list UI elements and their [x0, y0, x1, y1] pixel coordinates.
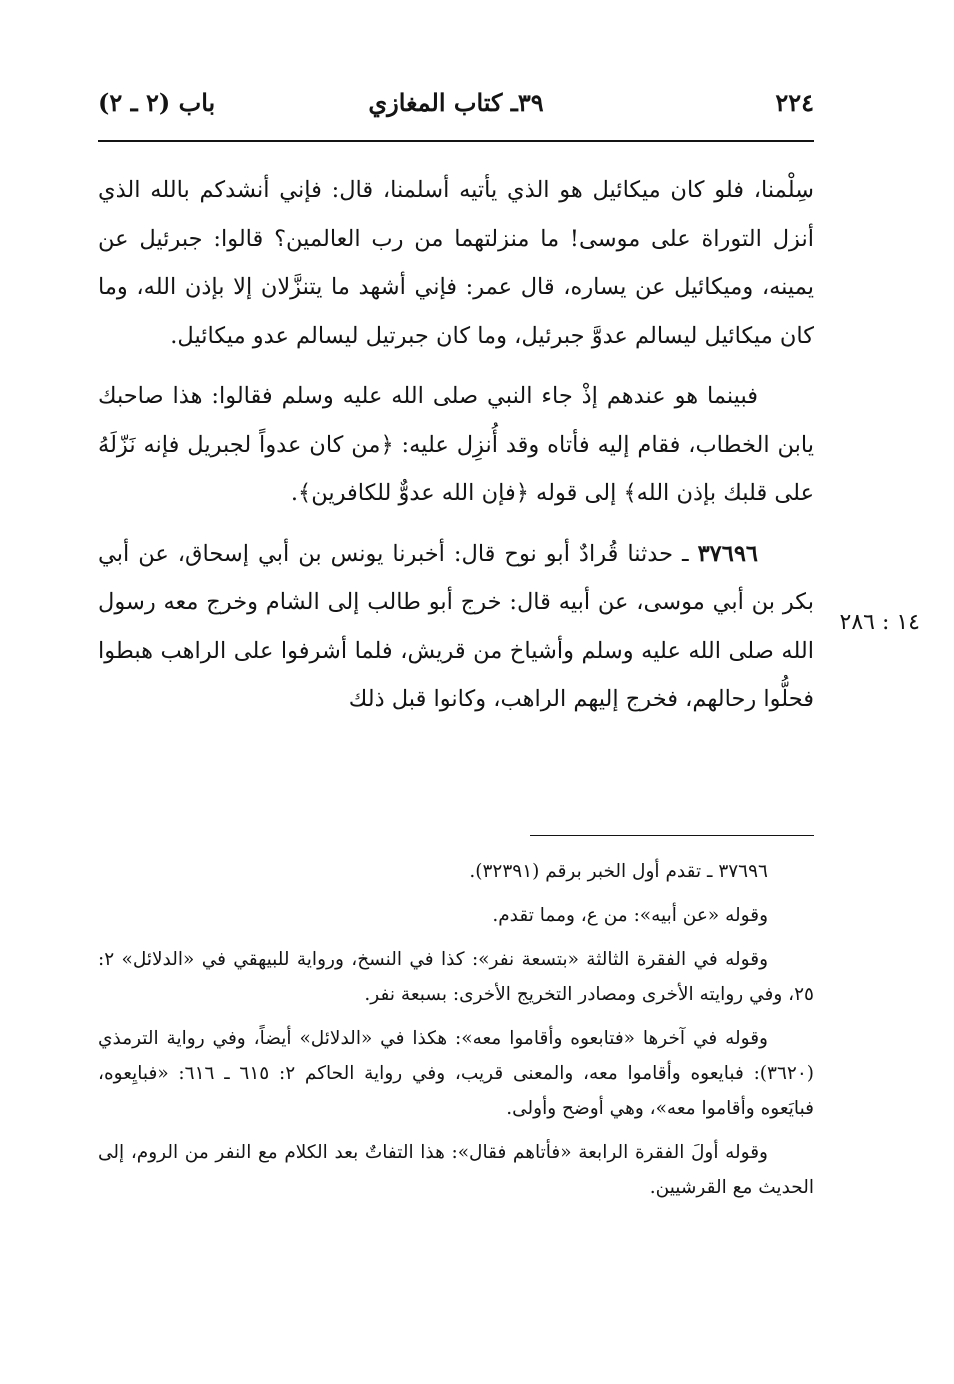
margin-reference: ١٤ : ٢٨٦	[839, 610, 920, 635]
footnotes	[98, 854, 814, 1214]
main-text	[98, 166, 814, 724]
header-divider	[98, 140, 814, 142]
footnote-4: وقوله في آخرها «فتابعوه وأقاموا معه»: هكذا في «الدلائل» أيضاً، وفي رواية الترمذي (٣٦٢٠): فبايعوه وأقاموا معه، والمعنى قريب، وفي رواية الحاكم ٢: ٦١٥ ـ ٦١٦: «فبايِعوه، فبايَعوه وأقاموا معه»، وهي أوضح وأولى.	[98, 1028, 814, 1119]
footnote-5: وقوله أولَ الفقرة الرابعة «فأتاهم فقال»: هذا التفاتٌ بعد الكلام مع النفر من الروم، إلى الحديث مع القرشيين.	[98, 1142, 814, 1198]
chapter-label: باب (٢ ـ ٢)	[98, 88, 216, 117]
footnote-1: ٣٧٦٩٦ ـ تقدم أول الخبر برقم (٣٢٣٩١).	[469, 861, 768, 882]
paragraph-1: سِلْمنا، فلو كان ميكائيل هو الذي يأتيه أسلمنا، قال: فإني أنشدكم بالله الذي أنزل التوراة على موسى! ما منزلتهما من رب العالمين؟ قالوا: جبرئيل عن يمينه، وميكائيل عن يساره، قال عمر: فإني أشهد ما يتنزَّلان إلا بإذن الله، وما كان ميكائيل ليسالم عدوَّ جبرئيل، وما كان جبرتيل ليسالم عدو ميكائيل.	[98, 177, 814, 349]
page-header	[98, 88, 814, 132]
paragraph-2: فبينما هو عندهم إذْ جاء النبي صلى الله عليه وسلم فقالوا: هذا صاحبك يابن الخطاب، فقام إليه فأتاه وقد أُنزِل عليه: ﴿من كان عدواً لجبريل فإنه نَزّلَهُ على قلبك بإذن الله﴾ إلى قوله ﴿فإن الله عدوٌّ للكافرين﴾.	[98, 383, 814, 506]
footnote-2: وقوله «عن أبيه»: من ع، ومما تقدم.	[492, 905, 768, 926]
book-title: ٣٩ـ كتاب المغازي	[368, 88, 544, 117]
hadith-number: ٣٧٦٩٦	[697, 540, 758, 567]
paragraph-3	[98, 530, 814, 724]
page-number: ٢٢٤	[775, 88, 814, 117]
footnote-3: وقوله في الفقرة الثالثة «بتسعة نفر»: كذا في النسخ، ورواية للبيهقي في «الدلائل» ٢: ٢٥، وفي روايته الأخرى ومصادر التخريج الأخرى: بسبعة نفر.	[98, 949, 814, 1005]
footnote-divider	[530, 835, 814, 836]
hadith-text: ـ حدثنا قُرادٌ أبو نوح قال: أخبرنا يونس بن أبي إسحاق، عن أبي بكر بن أبي موسى، عن أبيه قال: خرج أبو طالب إلى الشام وخرج معه رسول الله صلى الله عليه وسلم وأشياخ من قريش، فلما أشرفوا على الراهب هبطوا فحلُّوا رحالهم، فخرج إليهم الراهب، وكانوا قبل ذلك	[98, 540, 814, 712]
